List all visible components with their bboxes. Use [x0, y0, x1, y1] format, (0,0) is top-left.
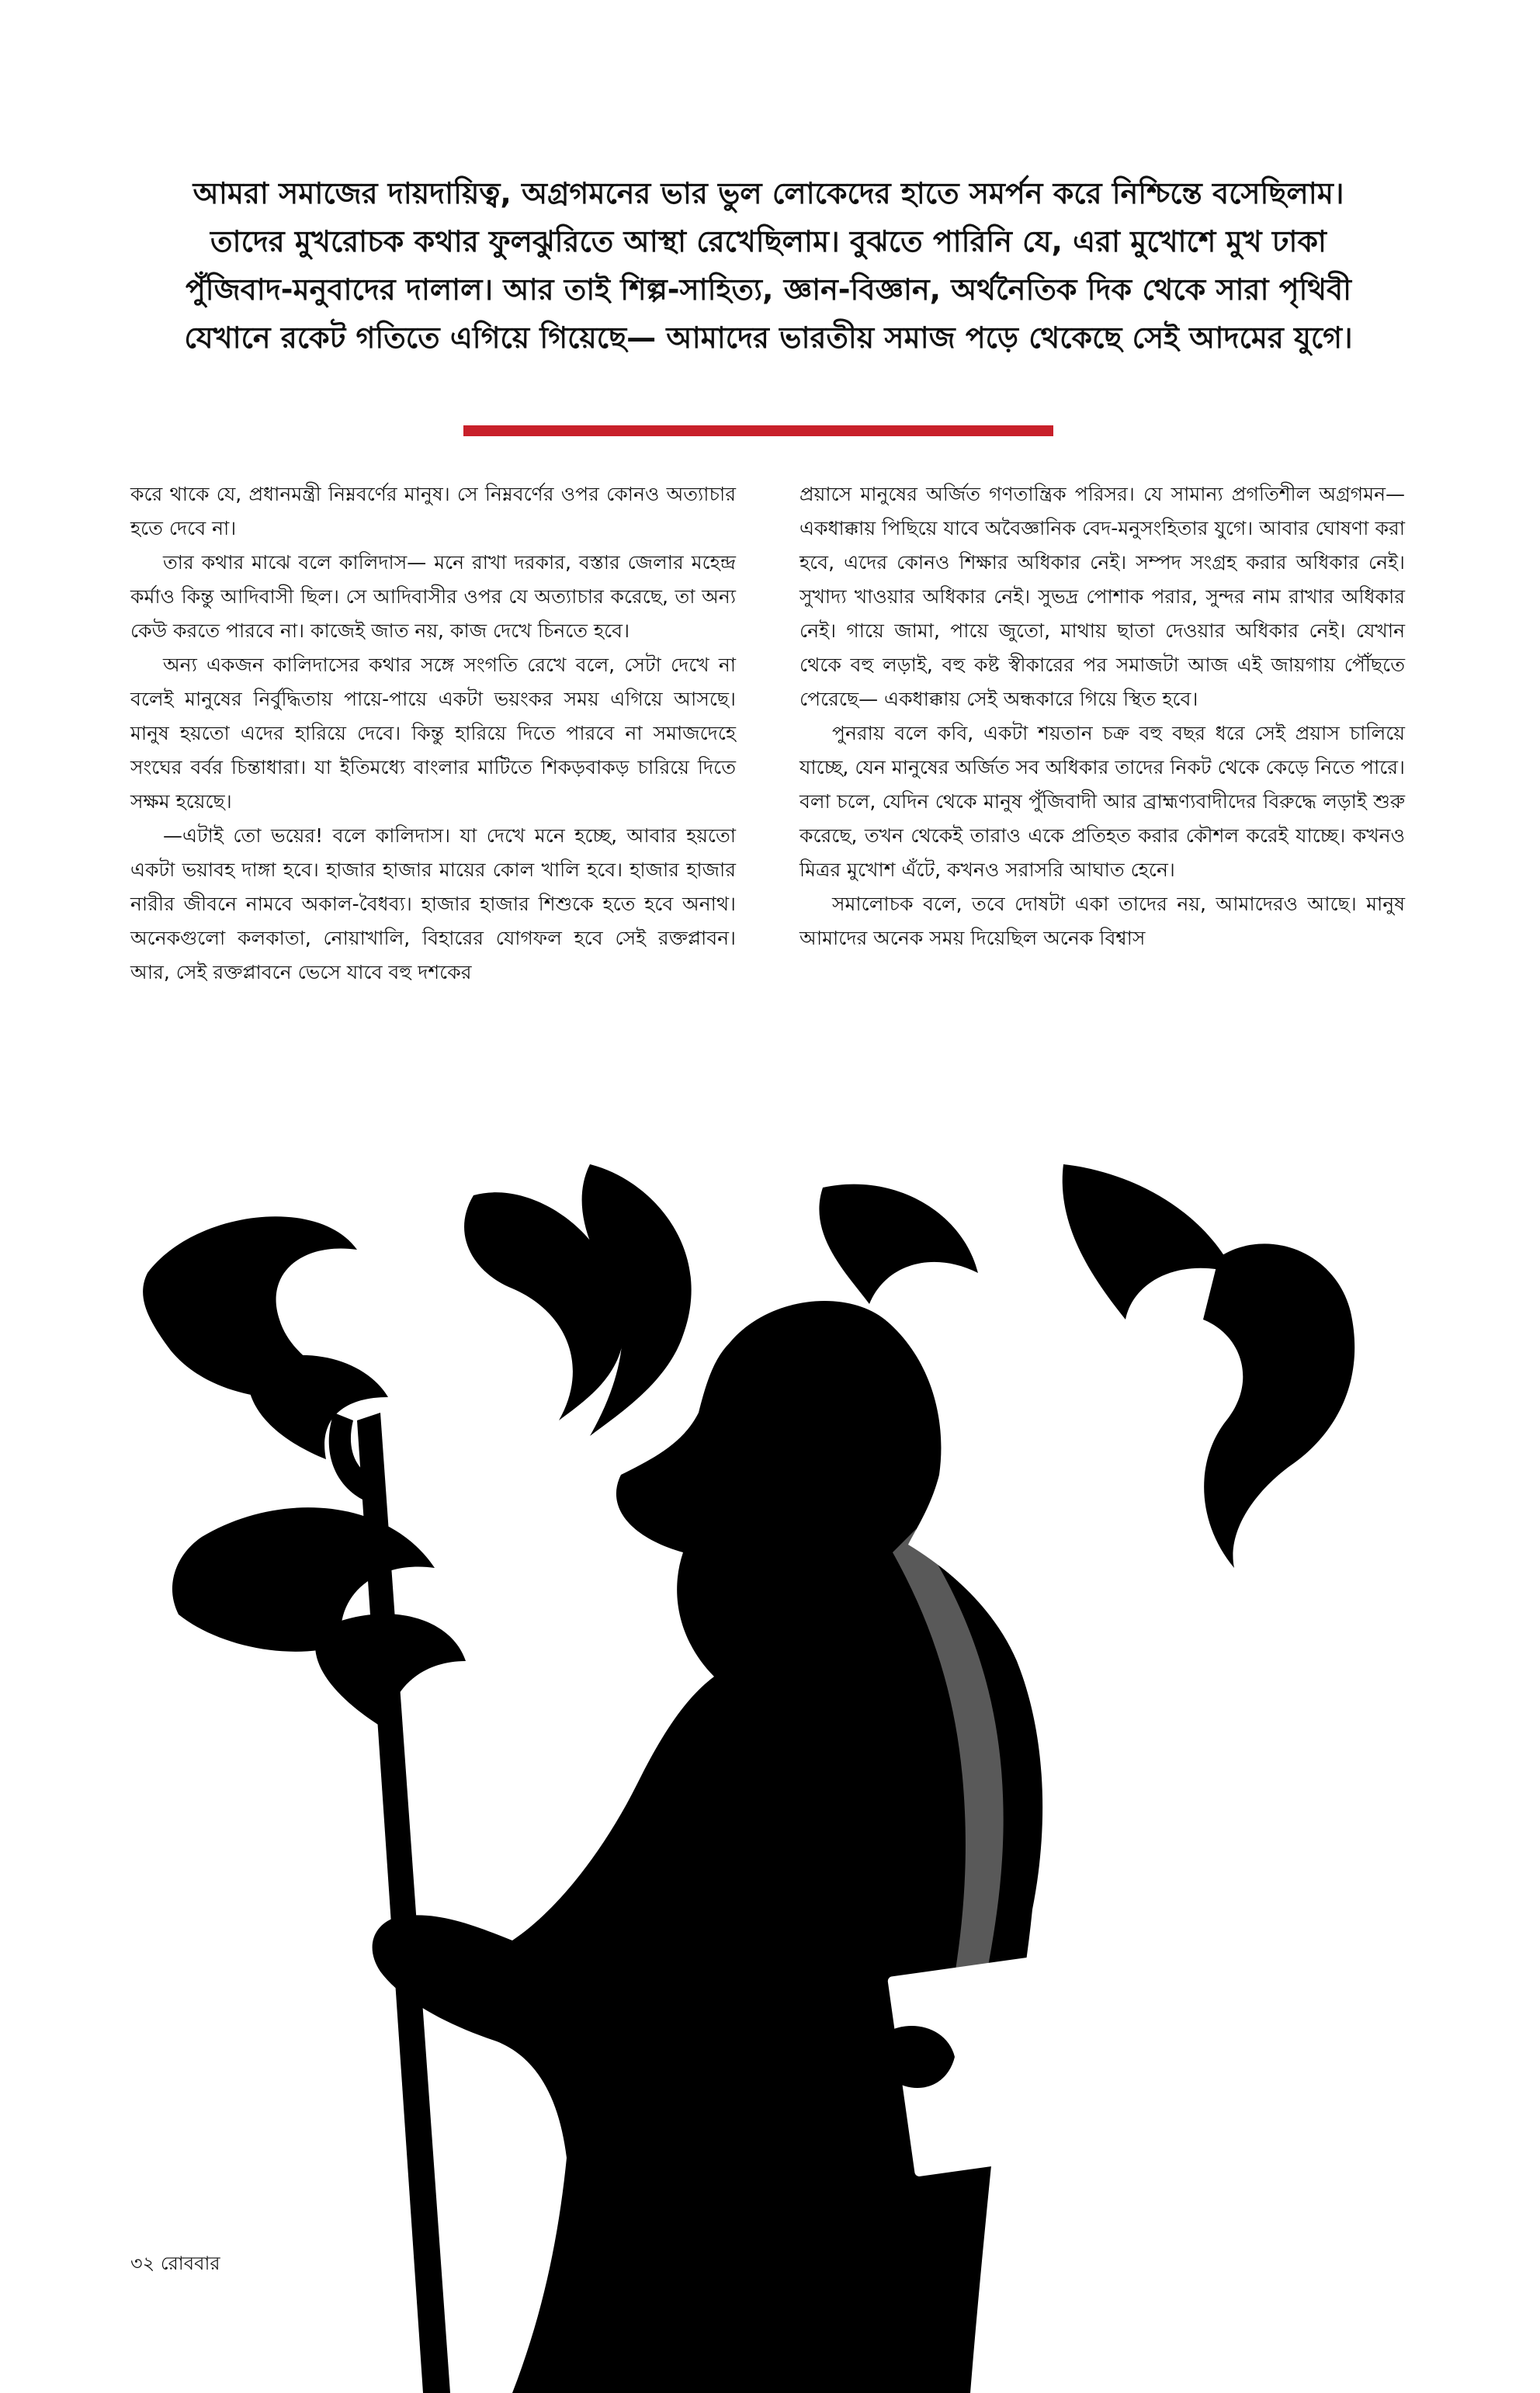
brush-stroke: [1063, 1164, 1234, 1320]
paragraph: করে থাকে যে, প্রধানমন্ত্রী নিম্নবর্ণের মানুষ। সে নিম্নবর্ণের ওপর কোনও অত্যাচার হতে দেবে না।: [130, 483, 736, 539]
article-column-right: [799, 477, 1405, 955]
illustration: [124, 1164, 1366, 2393]
article-column-left: [130, 477, 736, 990]
paragraph: প্রয়াসে মানুষের অর্জিত গণতান্ত্রিক পরিসর। যে সামান্য প্রগতিশীল অগ্রগমন— একধাক্কায় পিছিয়ে যাবে অবৈজ্ঞানিক বেদ-মনুসংহিতার যুগে। আবার ঘোষণা করা হবে, এদের কোনও শিক্ষার অধিকার নেই। সম্পদ সংগ্রহ করার অধিকার নেই। সুখাদ্য খাওয়ার অধিকার নেই। সুভদ্র পোশাক পরার, সুন্দর নাম রাখার অধিকার নেই। গায়ে জামা, পায়ে জুতো, মাথায় ছাতা দেওয়ার অধিকার নেই। যেখান থেকে বহু লড়াই, বহু কষ্ট স্বীকারের পর সমাজটা আজ এই জায়গায় পৌঁছতে পেরেছে— একধাক্কায় সেই অন্ধকারে গিয়ে স্থিত হবে।: [799, 483, 1405, 710]
figure-silhouette: [373, 1301, 1043, 2393]
paragraph: পুনরায় বলে কবি, একটা শয়তান চক্র বহু বছর ধরে সেই প্রয়াস চালিয়ে যাচ্ছে, যেন মানুষের অর্জিত সব অধিকার তাদের নিকট থেকে কেড়ে নিতে পারে। বলা চলে, যেদিন থেকে মানুষ পুঁজিবাদী আর ব্রাহ্মণ্যবাদীদের বিরুদ্ধে লড়াই শুরু করেছে, তখন থেকেই তারাও একে প্রতিহত করার কৌশল করেই যাচ্ছে। কখনও মিত্রর মুখোশ এঁটে, কখনও সরাসরি আঘাত হেনে।: [799, 722, 1405, 881]
paragraph: সমালোচক বলে, তবে দোষটা একা তাদের নয়, আমাদেরও আছে। মানুষ আমাদের অনেক সময় দিয়েছিল অনেক বিশ্বাস: [799, 893, 1405, 949]
brush-stroke: [819, 1184, 978, 1304]
silhouette-illustration: [124, 1164, 1366, 2393]
pull-quote: আমরা সমাজের দায়দায়িত্ব, অগ্রগমনের ভার ভুল লোকেদের হাতে সমর্পন করে নিশ্চিন্তে বসেছিলাম। তাদের মুখরোচক কথার ফুলঝুরিতে আস্থা রেখেছিলাম। বুঝতে পারিনি যে, এরা মুখোশে মুখ ঢাকা পুঁজিবাদ-মনুবাদের দালাল। আর তাই শিল্প-সাহিত্য, জ্ঞান-বিজ্ঞান, অর্থনৈতিক দিক থেকে সারা পৃথিবী যেখানে রকেট গতিতে এগিয়ে গিয়েছে— আমাদের ভারতীয় সমাজ পড়ে থেকেছে সেই আদমের যুগে।: [184, 176, 1353, 355]
pull-quote-divider: [463, 425, 1053, 436]
brush-stroke: [1203, 1243, 1354, 1568]
paragraph: অন্য একজন কালিদাসের কথার সঙ্গে সংগতি রেখে বলে, সেটা দেখে না বলেই মানুষের নির্বুদ্ধিতায় পায়ে-পায়ে একটা ভয়ংকর সময় এগিয়ে আসছে। মানুষ হয়তো এদের হারিয়ে দেবে। কিন্তু হারিয়ে দিতে পারবে না সমাজদেহে সংঘের বর্বর চিন্তাধারা। যা ইতিমধ্যে বাংলার মাটিতে শিকড়বাকড় চারিয়ে দিতে সক্ষম হয়েছে।: [130, 654, 736, 813]
paragraph: তার কথার মাঝে বলে কালিদাস— মনে রাখা দরকার, বস্তার জেলার মহেন্দ্র কর্মাও কিন্তু আদিবাসী ছিল। সে আদিবাসীর ওপর যে অত্যাচার করেছে, তা অন্য কেউ করতে পারবে না। কাজেই জাত নয়, কাজ দেখে চিনতে হবে।: [130, 551, 736, 642]
page-folio: ৩২ রোববার: [130, 2253, 220, 2274]
paragraph: —এটাই তো ভয়ের! বলে কালিদাস। যা দেখে মনে হচ্ছে, আবার হয়তো একটা ভয়াবহ দাঙ্গা হবে। হাজার হাজার মায়ের কোল খালি হবে। হাজার হাজার নারীর জীবনে নামবে অকাল-বৈধব্য। হাজার হাজার শিশুকে হতে হবে অনাথ। অনেকগুলো কলকাতা, নোয়াখালি, বিহারের যোগফল হবে সেই রক্তপ্লাবন। আর, সেই রক্তপ্লাবনে ভেসে যাবে বহু দশকের: [130, 824, 736, 983]
